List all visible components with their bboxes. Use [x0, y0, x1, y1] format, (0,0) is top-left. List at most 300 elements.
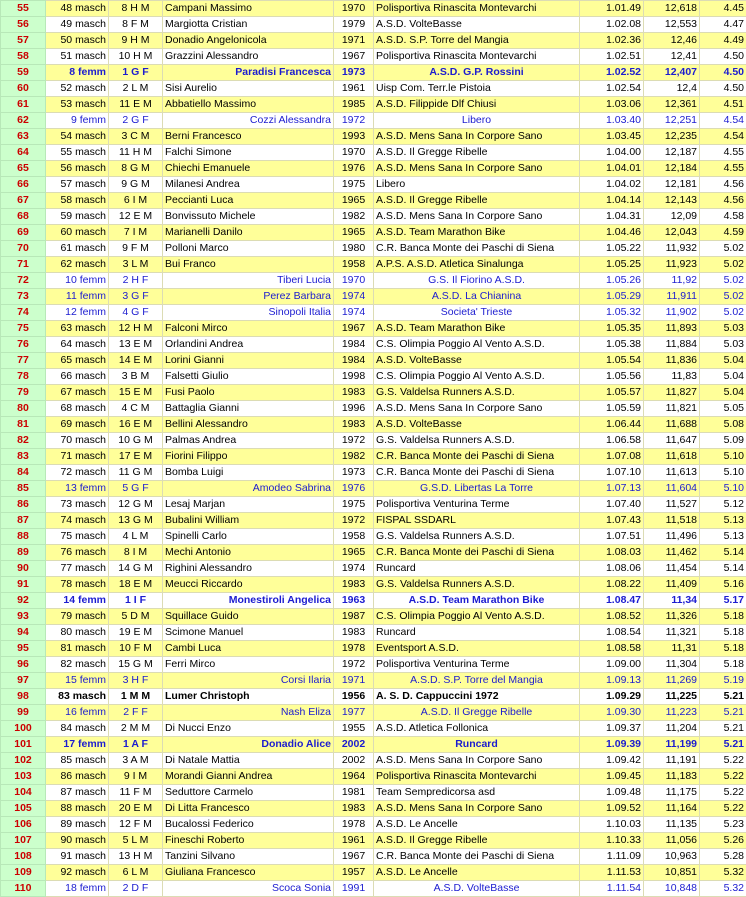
club-cell: Uisp Com. Terr.le Pistoia: [374, 81, 580, 97]
table-row: [1, 737, 746, 753]
position-cell: 104: [1, 785, 46, 801]
average-speed-cell: 12,184: [644, 161, 700, 177]
gender-rank-cell: 57 masch: [46, 177, 109, 193]
table-row: [1, 849, 746, 865]
birth-year-cell: 1973: [334, 65, 374, 81]
position-cell: 84: [1, 465, 46, 481]
club-cell: A.S.D. Mens Sana In Corpore Sano: [374, 129, 580, 145]
pace-cell: 5.18: [700, 657, 746, 673]
athlete-name-cell: Berni Francesco: [163, 129, 334, 145]
gender-rank-cell: 10 femm: [46, 273, 109, 289]
position-cell: 85: [1, 481, 46, 497]
table-row: [1, 561, 746, 577]
athlete-name-cell: Lumer Christoph: [163, 689, 334, 705]
gender-rank-cell: 13 femm: [46, 481, 109, 497]
birth-year-cell: 1958: [334, 257, 374, 273]
pace-cell: 5.16: [700, 577, 746, 593]
gender-rank-cell: 74 masch: [46, 513, 109, 529]
club-cell: Runcard: [374, 561, 580, 577]
position-cell: 100: [1, 721, 46, 737]
time-cell: 1.09.39: [580, 737, 644, 753]
category-cell: 2 D F: [109, 881, 163, 897]
table-row: [1, 465, 746, 481]
athlete-name-cell: Bubalini William: [163, 513, 334, 529]
category-cell: 5 D M: [109, 609, 163, 625]
category-cell: 8 F M: [109, 17, 163, 33]
birth-year-cell: 1956: [334, 689, 374, 705]
average-speed-cell: 12,187: [644, 145, 700, 161]
pace-cell: 5.32: [700, 865, 746, 881]
average-speed-cell: 11,199: [644, 737, 700, 753]
athlete-name-cell: Nash Eliza: [163, 705, 334, 721]
club-cell: A.S.D. Mens Sana In Corpore Sano: [374, 753, 580, 769]
average-speed-cell: 11,932: [644, 241, 700, 257]
category-cell: 10 G M: [109, 433, 163, 449]
category-cell: 15 E M: [109, 385, 163, 401]
average-speed-cell: 11,204: [644, 721, 700, 737]
category-cell: 1 G F: [109, 65, 163, 81]
birth-year-cell: 1984: [334, 337, 374, 353]
category-cell: 7 I M: [109, 225, 163, 241]
position-cell: 65: [1, 161, 46, 177]
gender-rank-cell: 18 femm: [46, 881, 109, 897]
category-cell: 4 G F: [109, 305, 163, 321]
birth-year-cell: 1972: [334, 113, 374, 129]
average-speed-cell: 10,963: [644, 849, 700, 865]
position-cell: 79: [1, 385, 46, 401]
birth-year-cell: 1957: [334, 865, 374, 881]
position-cell: 99: [1, 705, 46, 721]
club-cell: A.S.D. Le Ancelle: [374, 817, 580, 833]
gender-rank-cell: 16 femm: [46, 705, 109, 721]
birth-year-cell: 1972: [334, 657, 374, 673]
category-cell: 13 H M: [109, 849, 163, 865]
time-cell: 1.08.52: [580, 609, 644, 625]
club-cell: Polisportiva Rinascita Montevarchi: [374, 1, 580, 17]
table-row: [1, 289, 746, 305]
pace-cell: 5.03: [700, 321, 746, 337]
table-row: [1, 81, 746, 97]
category-cell: 9 I M: [109, 769, 163, 785]
category-cell: 5 G F: [109, 481, 163, 497]
pace-cell: 4.55: [700, 161, 746, 177]
gender-rank-cell: 50 masch: [46, 33, 109, 49]
birth-year-cell: 2002: [334, 737, 374, 753]
time-cell: 1.11.09: [580, 849, 644, 865]
club-cell: Runcard: [374, 625, 580, 641]
gender-rank-cell: 67 masch: [46, 385, 109, 401]
category-cell: 3 B M: [109, 369, 163, 385]
gender-rank-cell: 68 masch: [46, 401, 109, 417]
birth-year-cell: 1980: [334, 241, 374, 257]
position-cell: 110: [1, 881, 46, 897]
category-cell: 5 L M: [109, 833, 163, 849]
gender-rank-cell: 79 masch: [46, 609, 109, 625]
club-cell: A.P.S. A.S.D. Atletica Sinalunga: [374, 257, 580, 273]
time-cell: 1.05.22: [580, 241, 644, 257]
birth-year-cell: 1978: [334, 641, 374, 657]
birth-year-cell: 1987: [334, 609, 374, 625]
table-row: [1, 129, 746, 145]
time-cell: 1.10.03: [580, 817, 644, 833]
category-cell: 10 H M: [109, 49, 163, 65]
category-cell: 9 G M: [109, 177, 163, 193]
average-speed-cell: 12,181: [644, 177, 700, 193]
average-speed-cell: 11,613: [644, 465, 700, 481]
table-row: [1, 225, 746, 241]
gender-rank-cell: 72 masch: [46, 465, 109, 481]
pace-cell: 5.22: [700, 801, 746, 817]
time-cell: 1.08.03: [580, 545, 644, 561]
athlete-name-cell: Lesaj Marjan: [163, 497, 334, 513]
pace-cell: 5.03: [700, 337, 746, 353]
average-speed-cell: 11,618: [644, 449, 700, 465]
pace-cell: 5.18: [700, 641, 746, 657]
time-cell: 1.10.33: [580, 833, 644, 849]
position-cell: 69: [1, 225, 46, 241]
gender-rank-cell: 58 masch: [46, 193, 109, 209]
pace-cell: 5.19: [700, 673, 746, 689]
position-cell: 106: [1, 817, 46, 833]
club-cell: A.S.D. Il Gregge Ribelle: [374, 193, 580, 209]
club-cell: Polisportiva Rinascita Montevarchi: [374, 769, 580, 785]
time-cell: 1.05.56: [580, 369, 644, 385]
position-cell: 57: [1, 33, 46, 49]
club-cell: A.S.D. Team Marathon Bike: [374, 225, 580, 241]
birth-year-cell: 1977: [334, 705, 374, 721]
time-cell: 1.05.57: [580, 385, 644, 401]
pace-cell: 5.26: [700, 833, 746, 849]
table-row: [1, 545, 746, 561]
average-speed-cell: 11,92: [644, 273, 700, 289]
club-cell: G.S.D. Libertas La Torre: [374, 481, 580, 497]
category-cell: 11 G M: [109, 465, 163, 481]
time-cell: 1.02.52: [580, 65, 644, 81]
time-cell: 1.09.29: [580, 689, 644, 705]
club-cell: A.S.D. S.P. Torre del Mangia: [374, 673, 580, 689]
table-row: [1, 161, 746, 177]
table-row: [1, 593, 746, 609]
position-cell: 101: [1, 737, 46, 753]
club-cell: A.S.D. Atletica Follonica: [374, 721, 580, 737]
table-row: [1, 817, 746, 833]
time-cell: 1.03.45: [580, 129, 644, 145]
gender-rank-cell: 59 masch: [46, 209, 109, 225]
club-cell: A.S.D. VolteBasse: [374, 353, 580, 369]
club-cell: C.R. Banca Monte dei Paschi di Siena: [374, 449, 580, 465]
table-row: [1, 721, 746, 737]
gender-rank-cell: 78 masch: [46, 577, 109, 593]
average-speed-cell: 11,893: [644, 321, 700, 337]
average-speed-cell: 11,647: [644, 433, 700, 449]
table-row: [1, 449, 746, 465]
athlete-name-cell: Seduttore Carmelo: [163, 785, 334, 801]
athlete-name-cell: Spinelli Carlo: [163, 529, 334, 545]
time-cell: 1.02.08: [580, 17, 644, 33]
pace-cell: 4.54: [700, 113, 746, 129]
athlete-name-cell: Falconi Mirco: [163, 321, 334, 337]
position-cell: 55: [1, 1, 46, 17]
category-cell: 6 L M: [109, 865, 163, 881]
category-cell: 14 E M: [109, 353, 163, 369]
position-cell: 64: [1, 145, 46, 161]
club-cell: A.S.D. Team Marathon Bike: [374, 321, 580, 337]
average-speed-cell: 10,848: [644, 881, 700, 897]
average-speed-cell: 11,304: [644, 657, 700, 673]
average-speed-cell: 11,83: [644, 369, 700, 385]
birth-year-cell: 1964: [334, 769, 374, 785]
athlete-name-cell: Grazzini Alessandro: [163, 49, 334, 65]
gender-rank-cell: 64 masch: [46, 337, 109, 353]
position-cell: 86: [1, 497, 46, 513]
category-cell: 3 H F: [109, 673, 163, 689]
athlete-name-cell: Palmas Andrea: [163, 433, 334, 449]
gender-rank-cell: 14 femm: [46, 593, 109, 609]
athlete-name-cell: Giuliana Francesco: [163, 865, 334, 881]
gender-rank-cell: 8 femm: [46, 65, 109, 81]
athlete-name-cell: Fineschi Roberto: [163, 833, 334, 849]
club-cell: A.S.D. G.P. Rossini: [374, 65, 580, 81]
average-speed-cell: 12,143: [644, 193, 700, 209]
time-cell: 1.05.35: [580, 321, 644, 337]
table-row: [1, 65, 746, 81]
athlete-name-cell: Battaglia Gianni: [163, 401, 334, 417]
table-row: [1, 273, 746, 289]
athlete-name-cell: Abbatiello Massimo: [163, 97, 334, 113]
table-row: [1, 641, 746, 657]
pace-cell: 4.49: [700, 33, 746, 49]
average-speed-cell: 11,462: [644, 545, 700, 561]
position-cell: 105: [1, 801, 46, 817]
position-cell: 70: [1, 241, 46, 257]
pace-cell: 5.02: [700, 289, 746, 305]
birth-year-cell: 1974: [334, 305, 374, 321]
pace-cell: 5.09: [700, 433, 746, 449]
average-speed-cell: 12,043: [644, 225, 700, 241]
average-speed-cell: 11,191: [644, 753, 700, 769]
gender-rank-cell: 9 femm: [46, 113, 109, 129]
birth-year-cell: 1982: [334, 449, 374, 465]
athlete-name-cell: Meucci Riccardo: [163, 577, 334, 593]
birth-year-cell: 1991: [334, 881, 374, 897]
table-row: [1, 209, 746, 225]
position-cell: 107: [1, 833, 46, 849]
average-speed-cell: 12,41: [644, 49, 700, 65]
athlete-name-cell: Righini Alessandro: [163, 561, 334, 577]
birth-year-cell: 1967: [334, 49, 374, 65]
club-cell: A.S.D. Mens Sana In Corpore Sano: [374, 209, 580, 225]
athlete-name-cell: Bonvissuto Michele: [163, 209, 334, 225]
position-cell: 73: [1, 289, 46, 305]
table-row: [1, 881, 746, 897]
birth-year-cell: 1976: [334, 481, 374, 497]
table-row: [1, 673, 746, 689]
position-cell: 90: [1, 561, 46, 577]
position-cell: 75: [1, 321, 46, 337]
average-speed-cell: 12,235: [644, 129, 700, 145]
time-cell: 1.09.42: [580, 753, 644, 769]
club-cell: G.S. Valdelsa Runners A.S.D.: [374, 433, 580, 449]
pace-cell: 5.14: [700, 561, 746, 577]
time-cell: 1.04.00: [580, 145, 644, 161]
pace-cell: 4.45: [700, 1, 746, 17]
time-cell: 1.04.46: [580, 225, 644, 241]
pace-cell: 4.50: [700, 81, 746, 97]
birth-year-cell: 1961: [334, 833, 374, 849]
time-cell: 1.02.54: [580, 81, 644, 97]
birth-year-cell: 1993: [334, 129, 374, 145]
category-cell: 1 I F: [109, 593, 163, 609]
athlete-name-cell: Morandi Gianni Andrea: [163, 769, 334, 785]
gender-rank-cell: 85 masch: [46, 753, 109, 769]
gender-rank-cell: 65 masch: [46, 353, 109, 369]
gender-rank-cell: 53 masch: [46, 97, 109, 113]
birth-year-cell: 1973: [334, 465, 374, 481]
club-cell: A.S.D. Mens Sana In Corpore Sano: [374, 161, 580, 177]
average-speed-cell: 11,175: [644, 785, 700, 801]
club-cell: Polisportiva Venturina Terme: [374, 497, 580, 513]
birth-year-cell: 1983: [334, 577, 374, 593]
pace-cell: 5.17: [700, 593, 746, 609]
club-cell: Societa' Trieste: [374, 305, 580, 321]
category-cell: 3 G F: [109, 289, 163, 305]
table-row: [1, 801, 746, 817]
position-cell: 89: [1, 545, 46, 561]
time-cell: 1.08.06: [580, 561, 644, 577]
category-cell: 15 G M: [109, 657, 163, 673]
club-cell: FISPAL SSDARL: [374, 513, 580, 529]
table-row: [1, 769, 746, 785]
gender-rank-cell: 62 masch: [46, 257, 109, 273]
time-cell: 1.04.31: [580, 209, 644, 225]
category-cell: 4 C M: [109, 401, 163, 417]
athlete-name-cell: Bomba Luigi: [163, 465, 334, 481]
time-cell: 1.07.08: [580, 449, 644, 465]
pace-cell: 5.13: [700, 513, 746, 529]
category-cell: 13 E M: [109, 337, 163, 353]
time-cell: 1.02.36: [580, 33, 644, 49]
club-cell: Libero: [374, 113, 580, 129]
table-row: [1, 369, 746, 385]
birth-year-cell: 1970: [334, 145, 374, 161]
category-cell: 2 F F: [109, 705, 163, 721]
table-row: [1, 97, 746, 113]
category-cell: 6 I M: [109, 193, 163, 209]
average-speed-cell: 11,454: [644, 561, 700, 577]
category-cell: 2 G F: [109, 113, 163, 129]
table-row: [1, 433, 746, 449]
athlete-name-cell: Ferri Mirco: [163, 657, 334, 673]
athlete-name-cell: Chiechi Emanuele: [163, 161, 334, 177]
pace-cell: 4.51: [700, 97, 746, 113]
pace-cell: 5.21: [700, 721, 746, 737]
birth-year-cell: 1975: [334, 177, 374, 193]
athlete-name-cell: Cozzi Alessandra: [163, 113, 334, 129]
category-cell: 12 E M: [109, 209, 163, 225]
position-cell: 76: [1, 337, 46, 353]
table-row: [1, 257, 746, 273]
position-cell: 95: [1, 641, 46, 657]
pace-cell: 5.23: [700, 817, 746, 833]
birth-year-cell: 1965: [334, 193, 374, 209]
athlete-name-cell: Bellini Alessandro: [163, 417, 334, 433]
athlete-name-cell: Donadio Alice: [163, 737, 334, 753]
birth-year-cell: 1961: [334, 81, 374, 97]
table-row: [1, 49, 746, 65]
pace-cell: 5.12: [700, 497, 746, 513]
gender-rank-cell: 55 masch: [46, 145, 109, 161]
table-row: [1, 385, 746, 401]
birth-year-cell: 1983: [334, 801, 374, 817]
time-cell: 1.04.14: [580, 193, 644, 209]
gender-rank-cell: 49 masch: [46, 17, 109, 33]
athlete-name-cell: Donadio Angelonicola: [163, 33, 334, 49]
athlete-name-cell: Perez Barbara: [163, 289, 334, 305]
birth-year-cell: 1967: [334, 849, 374, 865]
pace-cell: 5.08: [700, 417, 746, 433]
position-cell: 88: [1, 529, 46, 545]
average-speed-cell: 11,527: [644, 497, 700, 513]
table-row: [1, 609, 746, 625]
pace-cell: 4.47: [700, 17, 746, 33]
club-cell: A.S.D. Il Gregge Ribelle: [374, 145, 580, 161]
club-cell: A.S.D. Il Gregge Ribelle: [374, 833, 580, 849]
birth-year-cell: 1974: [334, 561, 374, 577]
time-cell: 1.09.13: [580, 673, 644, 689]
club-cell: C.S. Olimpia Poggio Al Vento A.S.D.: [374, 609, 580, 625]
pace-cell: 5.32: [700, 881, 746, 897]
position-cell: 72: [1, 273, 46, 289]
gender-rank-cell: 82 masch: [46, 657, 109, 673]
average-speed-cell: 11,164: [644, 801, 700, 817]
table-row: [1, 17, 746, 33]
gender-rank-cell: 70 masch: [46, 433, 109, 449]
athlete-name-cell: Mechi Antonio: [163, 545, 334, 561]
gender-rank-cell: 81 masch: [46, 641, 109, 657]
time-cell: 1.11.53: [580, 865, 644, 881]
table-row: [1, 833, 746, 849]
table-row: [1, 753, 746, 769]
gender-rank-cell: 60 masch: [46, 225, 109, 241]
category-cell: 3 L M: [109, 257, 163, 273]
pace-cell: 5.05: [700, 401, 746, 417]
athlete-name-cell: Milanesi Andrea: [163, 177, 334, 193]
gender-rank-cell: 87 masch: [46, 785, 109, 801]
table-row: [1, 657, 746, 673]
table-row: [1, 401, 746, 417]
pace-cell: 5.02: [700, 257, 746, 273]
category-cell: 11 E M: [109, 97, 163, 113]
athlete-name-cell: Campani Massimo: [163, 1, 334, 17]
time-cell: 1.05.26: [580, 273, 644, 289]
pace-cell: 5.13: [700, 529, 746, 545]
pace-cell: 5.22: [700, 769, 746, 785]
athlete-name-cell: Tiberi Lucia: [163, 273, 334, 289]
gender-rank-cell: 88 masch: [46, 801, 109, 817]
category-cell: 12 G M: [109, 497, 163, 513]
pace-cell: 5.02: [700, 305, 746, 321]
pace-cell: 5.04: [700, 353, 746, 369]
gender-rank-cell: 51 masch: [46, 49, 109, 65]
gender-rank-cell: 90 masch: [46, 833, 109, 849]
club-cell: A.S.D. Team Marathon Bike: [374, 593, 580, 609]
athlete-name-cell: Corsi Ilaria: [163, 673, 334, 689]
club-cell: A.S.D. VolteBasse: [374, 881, 580, 897]
athlete-name-cell: Monestiroli Angelica: [163, 593, 334, 609]
gender-rank-cell: 71 masch: [46, 449, 109, 465]
average-speed-cell: 12,251: [644, 113, 700, 129]
position-cell: 94: [1, 625, 46, 641]
